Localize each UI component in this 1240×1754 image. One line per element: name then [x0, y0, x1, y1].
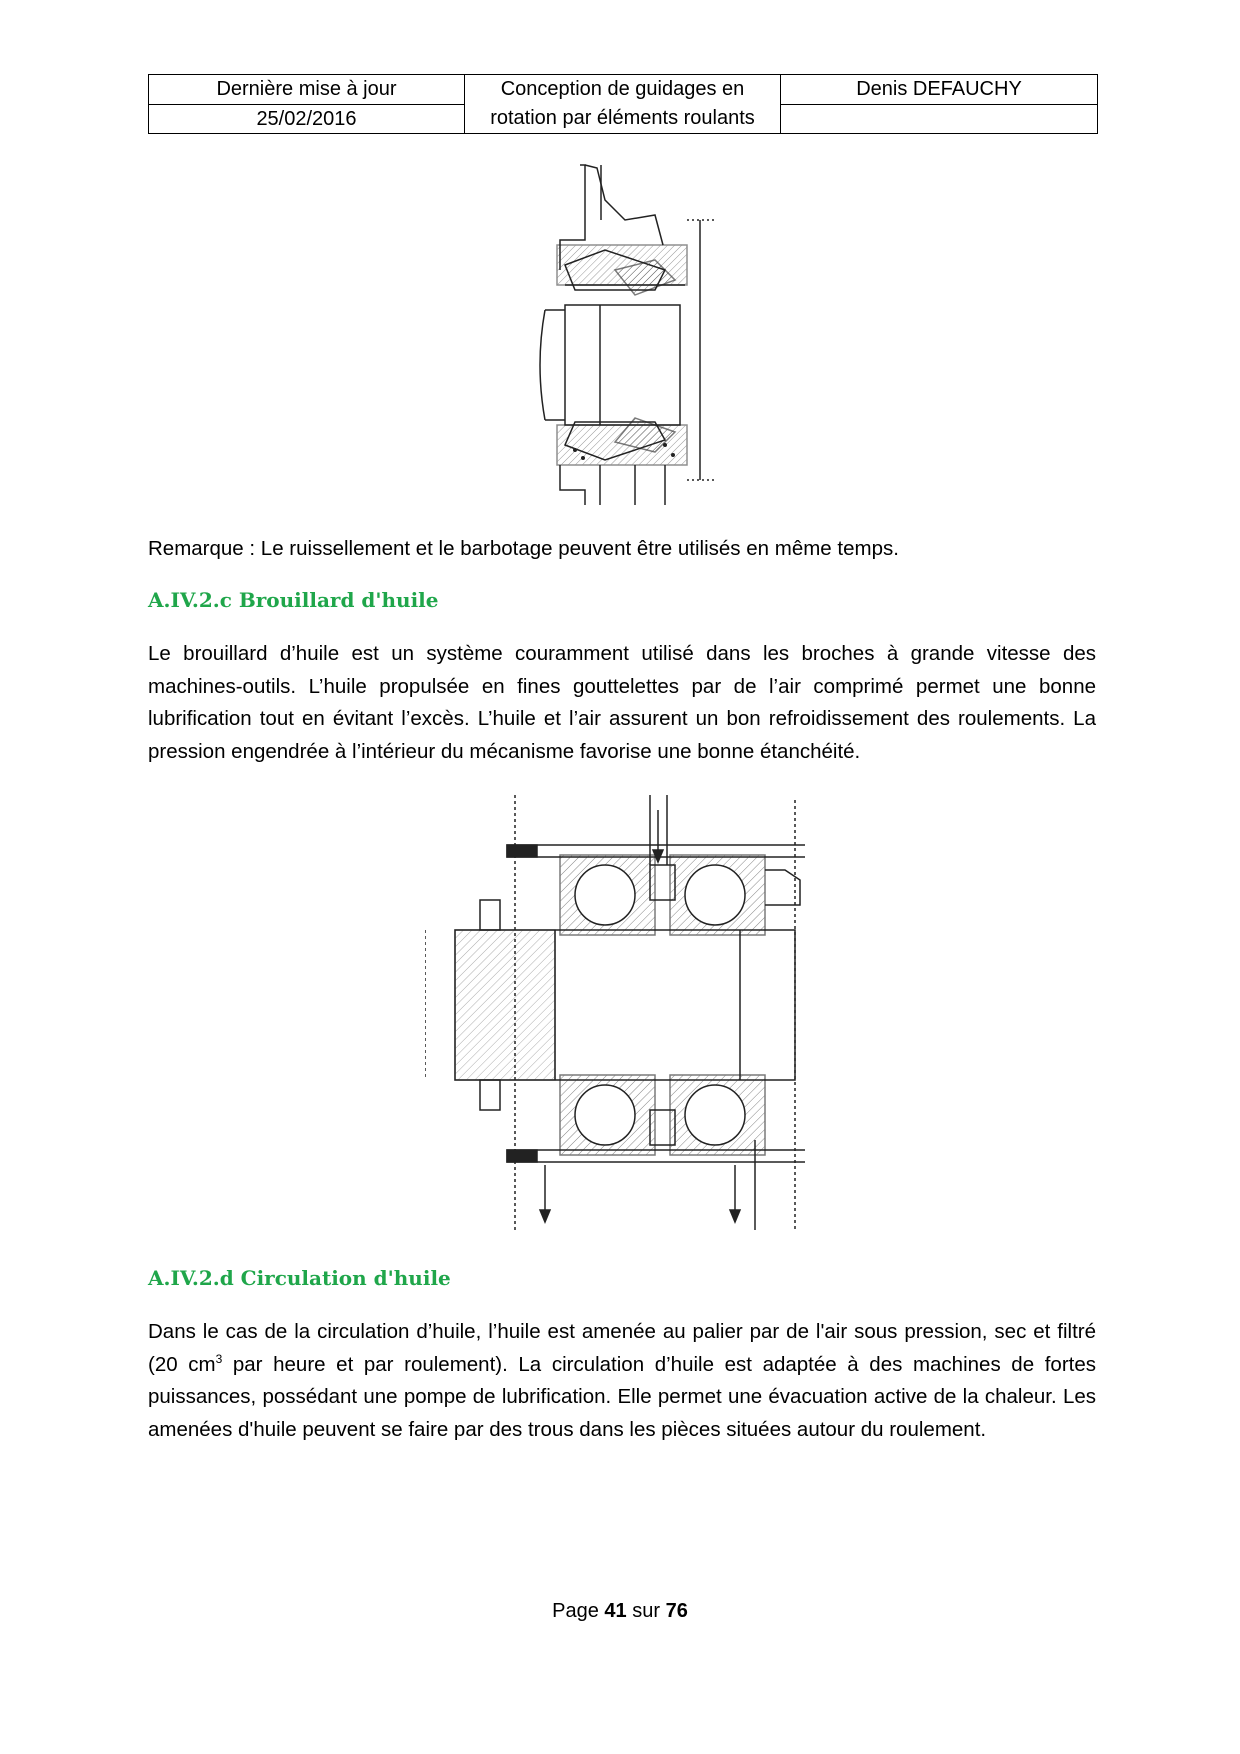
paragraph-part2: par heure et par roulement). La circulation d’huile est adaptée à des machines de fortes puissances, possédant une pompe de lubrification. Elle permet une évacuation active de la chaleur. Les amenées d'huile peuvent se faire par des trous dans les pièces situées autour du roulement. — [148, 1352, 1096, 1441]
footer-total-pages: 76 — [665, 1600, 688, 1622]
page-footer — [0, 1600, 1240, 1623]
doc-title-line2: rotation par éléments roulants — [490, 107, 755, 129]
footer-page-number: 41 — [604, 1600, 627, 1622]
doc-title-line1: Conception de guidages en — [500, 78, 745, 100]
section-paragraph-oil-mist: Le brouillard d’huile est un système couramment utilisé dans les broches à grande vitesse des machines-outils. L’huile propulsée en fines gouttelettes par de l’air comprimé permet une bonne lubrification tout en évitant l’excès. L’huile et l’air assurent un bon refroidissement des roulements. La pression engendrée à l’intérieur du mécanisme favorise une bonne étanchéité. — [148, 642, 1096, 763]
section-heading-oil-circulation: A.IV.2.d Circulation d'huile — [148, 1266, 451, 1290]
header-table — [148, 74, 1098, 134]
section-paragraph-oil-circulation — [148, 1316, 1096, 1446]
last-update-label: Dernière mise à jour — [149, 75, 465, 105]
update-date: 25/02/2016 — [149, 104, 465, 134]
superscript: 3 — [215, 1351, 223, 1366]
footer-sur-word: sur — [632, 1600, 661, 1622]
doc-title — [465, 75, 781, 134]
author: Denis DEFAUCHY — [781, 75, 1098, 105]
remark-text: Remarque : Le ruissellement et le barbotage peuvent être utilisés en même temps. — [148, 537, 899, 560]
section-heading-oil-mist: A.IV.2.c Brouillard d'huile — [148, 588, 439, 612]
oil-mist-figure — [425, 790, 805, 1235]
footer-page-word: Page — [552, 1600, 599, 1622]
empty-cell — [781, 104, 1098, 134]
paragraph-part1: Dans le cas de la circulation d’huile, l’huile est amenée au palier par de l'air sous pression, sec et filtré (20 cm — [148, 1320, 1096, 1376]
splash-lubrication-figure — [505, 160, 725, 510]
